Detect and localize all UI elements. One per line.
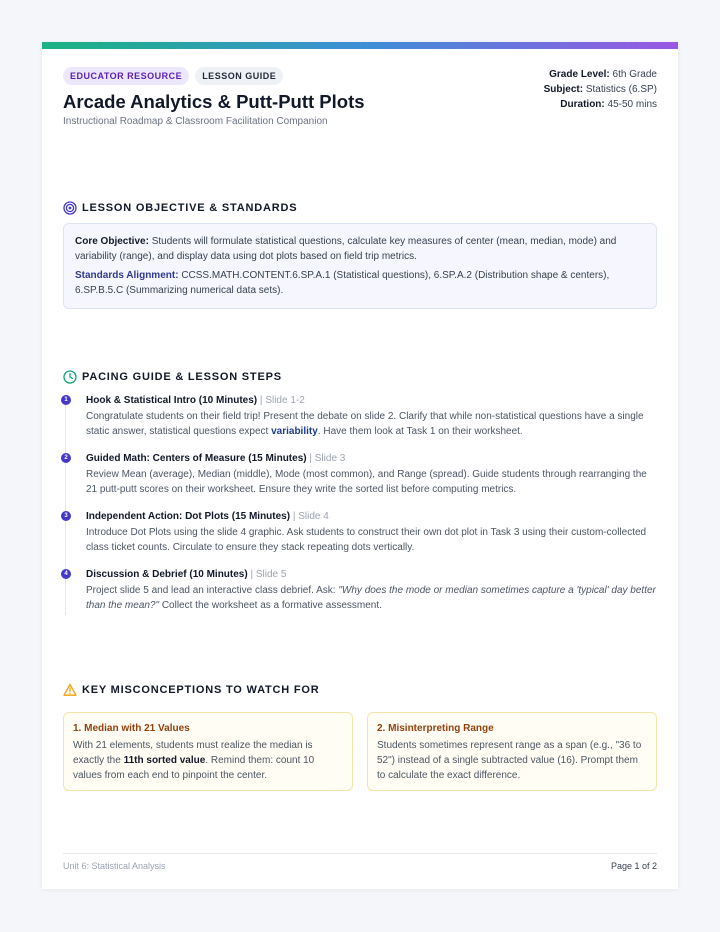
- step-title-text: Independent Action: Dot Plots (15 Minutes): [86, 511, 291, 522]
- objective-heading: [63, 201, 297, 215]
- accent-bar: [42, 42, 678, 49]
- card-text-part: . Remind them: count 10 values from each end to pinpoint the center.: [73, 755, 315, 781]
- meta-label: Duration:: [560, 99, 605, 110]
- page-content: [63, 49, 657, 889]
- step-slide-text: Slide 1-2: [265, 395, 305, 406]
- step-slide-ref: | Slide 3: [309, 453, 346, 464]
- step-slide-ref: | Slide 4: [292, 511, 329, 522]
- step-slide-ref: | Slide 5: [250, 569, 287, 580]
- clock-icon: [63, 370, 77, 384]
- misconceptions-heading-text: KEY MISCONCEPTIONS TO WATCH FOR: [82, 684, 320, 696]
- step-number: 4: [61, 569, 71, 579]
- lesson-meta: [544, 67, 657, 112]
- step-number: 1: [61, 395, 71, 405]
- step-title: [86, 568, 657, 581]
- tag-educator-resource: EDUCATOR RESOURCE: [63, 67, 189, 85]
- step-slide-text: Slide 4: [298, 511, 329, 522]
- step-text: Project slide 5 and lead an interactive class debrief. Ask:: [86, 585, 339, 596]
- step-description: Review Mean (average), Median (middle), Mode (most common), and Range (spread). Guide students through rearranging the 21 putt-putt scores on their worksheet. Ensure they write the sorted list before computing metrics.: [86, 469, 647, 495]
- meta-value: Statistics (6.SP): [585, 84, 657, 95]
- footer-divider: [63, 853, 657, 854]
- card-highlight: 11th sorted value: [123, 755, 206, 766]
- step-text: . Have them look at Task 1 on their worksheet.: [317, 426, 523, 437]
- step-highlight: variability: [271, 426, 318, 437]
- core-objective-text: Students will formulate statistical questions, calculate key measures of center (mean, median, mode) and variability (range), and display data using dot plots based on field trip metrics.: [75, 236, 617, 262]
- card-text: [73, 738, 343, 783]
- step-2: [63, 452, 657, 497]
- step-description: [86, 583, 657, 613]
- page-subtitle: Instructional Roadmap & Classroom Facilitation Companion: [63, 116, 328, 127]
- page-title: Arcade Analytics & Putt-Putt Plots: [63, 91, 365, 112]
- step-title-text: Discussion & Debrief (10 Minutes): [86, 569, 248, 580]
- meta-subject: [544, 82, 657, 97]
- step-title: [86, 510, 657, 523]
- step-title: [86, 394, 657, 407]
- step-1: [63, 394, 657, 439]
- step-number: 3: [61, 511, 71, 521]
- standards-label: Standards Alignment:: [75, 270, 179, 281]
- step-text: Collect the worksheet as a formative assessment.: [159, 600, 382, 611]
- step-4: [63, 568, 657, 613]
- meta-label: Subject:: [543, 84, 584, 95]
- objective-heading-text: LESSON OBJECTIVE & STANDARDS: [82, 202, 298, 214]
- standards-alignment: [75, 268, 645, 298]
- objective-box: [63, 223, 657, 309]
- footer-unit-label: Unit 6: Statistical Analysis: [63, 861, 166, 871]
- target-icon: [63, 201, 77, 215]
- step-description: [86, 409, 657, 439]
- footer-page-number: Page 1 of 2: [610, 861, 657, 871]
- step-description: Introduce Dot Plots using the slide 4 graphic. Ask students to construct their own dot plot in Task 3 using their custom-collected class ticket counts. Circulate to ensure they stack repeating dots vertically.: [86, 527, 647, 553]
- misconception-card-2: [367, 712, 657, 791]
- meta-value: 6th Grade: [612, 69, 657, 80]
- tag-group: [63, 67, 283, 85]
- step-3: [63, 510, 657, 555]
- tag-lesson-guide: LESSON GUIDE: [195, 67, 283, 85]
- pacing-heading: [63, 370, 282, 384]
- meta-value: 45-50 mins: [607, 99, 657, 110]
- warning-triangle-icon: [63, 683, 77, 697]
- card-title: 2. Misinterpreting Range: [377, 723, 494, 734]
- step-slide-ref: | Slide 1-2: [259, 395, 305, 406]
- card-text-part: With 21 elements, students must realize the median is exactly the: [73, 740, 313, 766]
- card-title: 1. Median with 21 Values: [73, 723, 190, 734]
- core-objective-label: Core Objective:: [75, 236, 149, 247]
- lesson-guide-page: [42, 42, 678, 889]
- step-quote: "Why does the mode or median sometimes capture a 'typical' day better than the mean?": [86, 585, 656, 611]
- step-title-text: Guided Math: Centers of Measure (15 Minutes): [86, 453, 307, 464]
- step-slide-text: Slide 3: [314, 453, 346, 464]
- step-title: [86, 452, 657, 465]
- misconception-card-1: [63, 712, 353, 791]
- card-text: Students sometimes represent range as a span (e.g., "36 to 52") instead of a single subtracted value (16). Prompt them to calculate the exact difference.: [377, 740, 642, 781]
- meta-grade-level: [544, 67, 657, 82]
- step-title-text: Hook & Statistical Intro (10 Minutes): [86, 395, 258, 406]
- core-objective: [75, 234, 645, 264]
- step-text: Congratulate students on their field trip! Present the debate on slide 2. Clarify that while non-statistical questions have a single static answer, statistical questions expect: [86, 411, 644, 437]
- pacing-heading-text: PACING GUIDE & LESSON STEPS: [82, 371, 282, 383]
- step-number: 2: [61, 453, 71, 463]
- standards-text: CCSS.MATH.CONTENT.6.SP.A.1 (Statistical questions), 6.SP.A.2 (Distribution shape & centers), 6.SP.B.5.C (Summarizing numerical data sets).: [75, 270, 610, 296]
- meta-duration: [544, 97, 657, 112]
- meta-label: Grade Level:: [549, 69, 610, 80]
- step-slide-text: Slide 5: [255, 569, 287, 580]
- misconceptions-heading: [63, 683, 319, 697]
